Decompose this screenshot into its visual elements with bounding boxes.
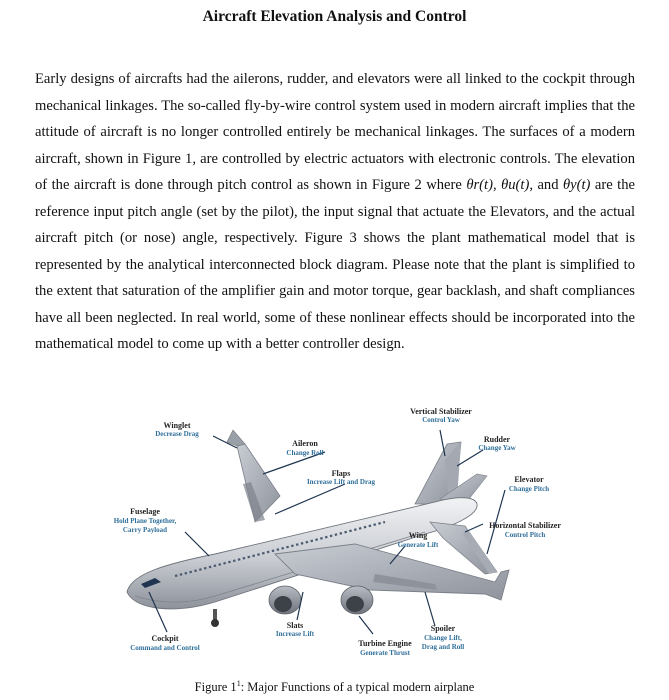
winglet-function: Decrease Drag — [155, 430, 199, 438]
aileron-function: Change Roll — [286, 449, 324, 457]
theta-u-symbol: θu(t) — [501, 177, 530, 193]
slats-name: Slats — [286, 621, 304, 630]
nose-gear — [211, 619, 219, 627]
winglet-name: Winglet — [163, 421, 191, 430]
cockpit-function: Command and Control — [130, 644, 200, 652]
spoiler-function-2: Drag and Roll — [421, 643, 465, 651]
horizontal-stabilizer-name: Horizontal Stabilizer — [489, 521, 561, 530]
separator: , and — [529, 177, 563, 193]
cockpit-name: Cockpit — [151, 634, 179, 643]
caption-text: : Major Functions of a typical modern airplane — [240, 680, 475, 695]
rudder-function: Change Yaw — [478, 444, 516, 452]
rudder-name: Rudder — [483, 435, 511, 444]
flaps-name: Flaps — [331, 469, 351, 478]
fuselage-name: Fuselage — [130, 507, 160, 516]
wing-function: Generate Lift — [397, 541, 439, 549]
caption-footnote-marker: 1 — [236, 679, 241, 688]
separator: , — [492, 177, 502, 193]
document-title: Aircraft Elevation Analysis and Control — [202, 8, 467, 25]
turbine-engine-name: Turbine Engine — [358, 639, 412, 648]
elevator-name: Elevator — [514, 475, 544, 484]
wing-name: Wing — [408, 531, 428, 540]
spoiler-function-1: Change Lift, — [424, 634, 462, 642]
vertical-stabilizer-function: Control Yaw — [422, 416, 460, 424]
vertical-stabilizer-name: Vertical Stabilizer — [410, 407, 472, 416]
figure-caption — [0, 679, 669, 695]
turbine-engine-function: Generate Thrust — [360, 649, 410, 657]
flaps-function: Increase Lift and Drag — [306, 478, 376, 486]
body-paragraph — [35, 66, 635, 358]
caption-prefix: Figure 1 — [194, 680, 237, 695]
slats-function: Increase Lift — [275, 630, 315, 638]
elevator-function: Change Pitch — [508, 485, 550, 493]
fuselage-function-2: Carry Payload — [122, 526, 168, 534]
fuselage-function-1: Hold Plane Together, — [113, 517, 177, 525]
theta-r-symbol: θr(t) — [466, 177, 493, 193]
theta-y-symbol: θy(t) — [562, 177, 591, 193]
airplane-figure — [105, 404, 565, 666]
horizontal-stabilizer-function: Control Pitch — [504, 531, 546, 539]
paragraph-part1: Early designs of aircrafts had the ailerons, rudder, and elevators were all linked to the cockpit through mechanical linkages. The so-called fly-by-wire control system used in modern aircraft implies that the attitude of aircraft is no longer controlled entirely be mechanical linkages. The surfaces of a modern aircraft, shown in Figure 1, are controlled by electric actuators with electronic controls. The elevation of the aircraft is done through pitch control as shown in Figure 2 where — [35, 71, 635, 193]
spoiler-name: Spoiler — [430, 624, 456, 633]
winglet — [227, 430, 245, 446]
paragraph-part2: are the reference input pitch angle (set by the pilot), the input signal that actuate the Elevators, and the actual aircraft pitch (or nose) angle, respectively. Figure 3 shows the plant mathematical model that is represented by the analytical interconnected block diagram. Please note that the plant is simplified to the extent that saturation of the amplifier gain and motor torque, gear backlash, and shaft compliances have all been neglected. In real world, some of these nonlinear effects should be incorporated into the mathematical model to come up with a better controller design. — [35, 177, 635, 352]
aileron-name: Aileron — [292, 439, 318, 448]
